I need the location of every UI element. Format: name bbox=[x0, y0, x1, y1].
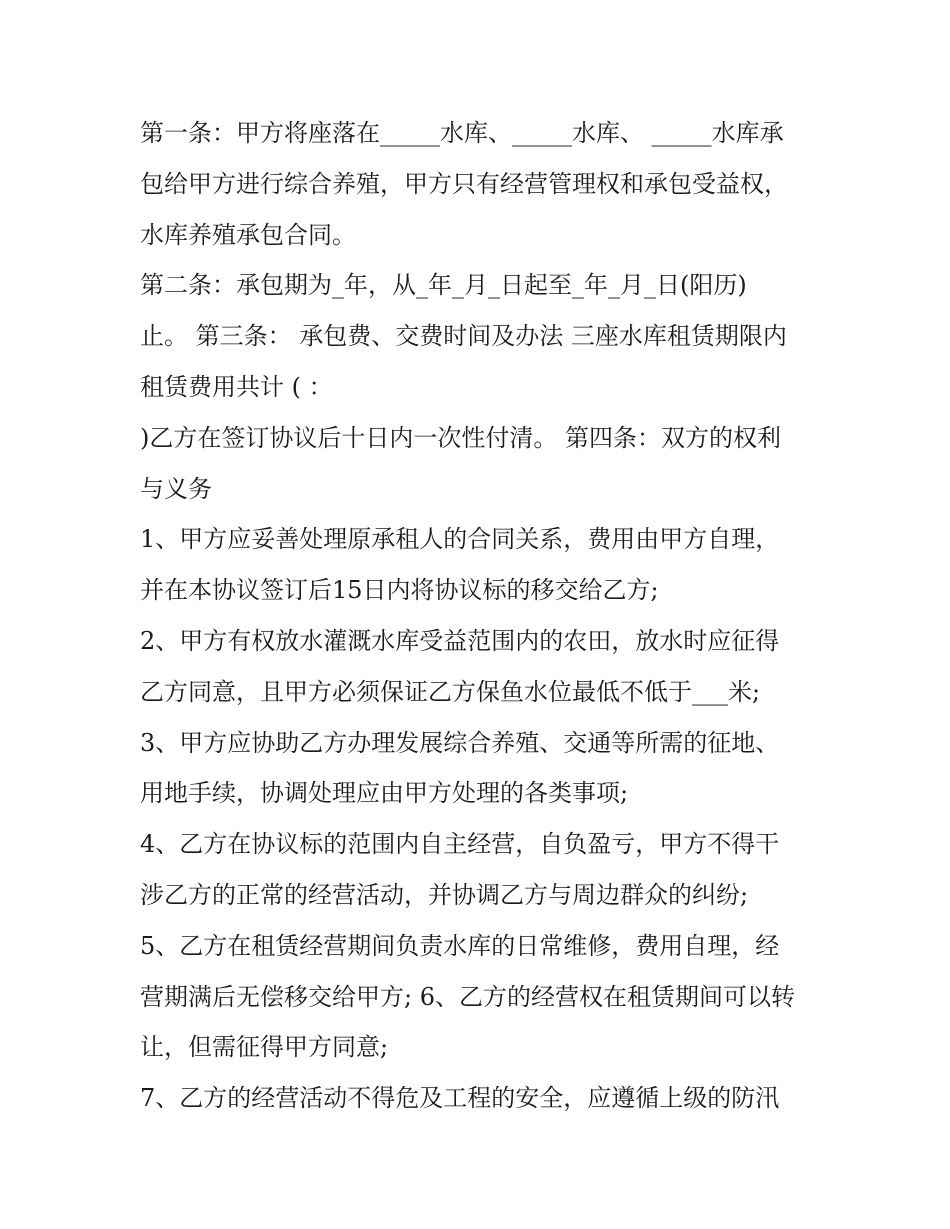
text-line-clause-3-b: 用地手续，协调处理应由甲方处理的各类事项; bbox=[140, 779, 629, 808]
text-line-clause-5-b: 营期满后无偿移交给甲方; 6、乙方的经营权在租赁期间可以转 bbox=[140, 982, 795, 1011]
text-line-clause-2-a: 2、甲方有权放水灌溉水库受益范围内的农田，放水时应征得 bbox=[140, 626, 780, 655]
text-line-clause-3-a: 3、甲方应协助乙方办理发展综合养殖、交通等所需的征地、 bbox=[140, 728, 780, 757]
text-line-clause-7-a: 7、乙方的经营活动不得危及工程的安全，应遵循上级的防汛 bbox=[140, 1084, 780, 1113]
text-line-clause-2-b: 乙方同意，且甲方必须保证乙方保鱼水位最低不低于___米; bbox=[140, 677, 761, 706]
text-line-clause-6-a: 让，但需征得甲方同意; bbox=[140, 1033, 389, 1062]
text-line-clause-1-a: 1、甲方应妥善处理原承租人的合同关系，费用由甲方自理， bbox=[140, 525, 780, 554]
text-line-article-1-c: 水库养殖承包合同。 bbox=[140, 220, 356, 249]
text-line-article-4-a: )乙方在签订协议后十日内一次性付清。 第四条：双方的权利 bbox=[140, 423, 781, 452]
text-line-clause-5-a: 5、乙方在租赁经营期间负责水库的日常维修，费用自理，经 bbox=[140, 931, 780, 960]
text-line-clause-4-b: 涉乙方的正常的经营活动，并协调乙方与周边群众的纠纷; bbox=[140, 880, 749, 909]
text-line-article-3-a: 止。 第三条： 承包费、交费时间及办法 三座水库租赁期限内 bbox=[140, 322, 787, 351]
text-line-article-1-b: 包给甲方进行综合养殖，甲方只有经营管理权和承包受益权， bbox=[140, 169, 788, 198]
text-line-article-4-b: 与义务 bbox=[140, 474, 212, 503]
text-line-article-2-a: 第二条：承包期为_年，从_年_月_日起至_年_月_日(阳历) bbox=[140, 271, 747, 300]
text-line-article-3-b: 租赁费用共计 ( ： bbox=[140, 372, 333, 401]
text-line-clause-4-a: 4、乙方在协议标的范围内自主经营，自负盈亏，甲方不得干 bbox=[140, 830, 780, 859]
text-line-article-1-a: 第一条：甲方将座落在_____水库、_____水库、 _____水库承 bbox=[140, 119, 784, 147]
contract-body bbox=[140, 108, 820, 1124]
text-line-clause-1-b: 并在本协议签订后15日内将协议标的移交给乙方; bbox=[140, 576, 659, 605]
